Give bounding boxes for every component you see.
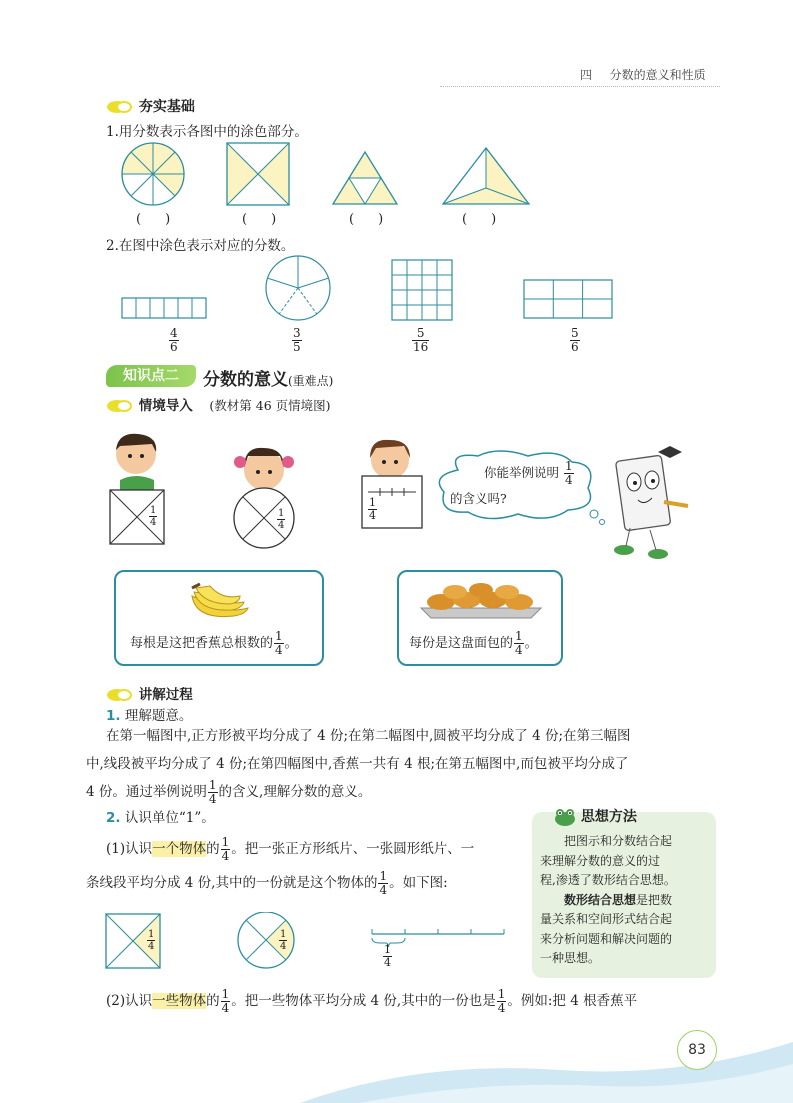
step-1-paragraph: 在第一幅图中,正方形被平均分成了 4 份;在第二幅图中,圆被平均分成了 4 份;在第三幅图 中,线段被平均分成了 4 份;在第四幅图中,香蕉一共有 4 根;在第五幅图中,而包被平均分成了 4 份。通过举例说明 $\frac{1}{4}$ 的含义,理解分数的意义。 [86, 728, 631, 806]
circle-fraction-label: $\frac{1}{4}$ [280, 929, 287, 952]
scene-segment-fraction: $\frac{1}{4}$ [369, 496, 376, 522]
bread-card [397, 570, 563, 666]
question-1: 1.用分数表示各图中的涂色部分。 [106, 124, 308, 140]
square-quarters [227, 143, 289, 205]
q1-figures [115, 140, 535, 212]
intro-heading-text: 情境导入 [138, 398, 193, 414]
answer-blank-1[interactable]: ( ) [136, 212, 171, 227]
bread-tray-image [419, 578, 543, 622]
answer-blank-3[interactable]: ( ) [349, 212, 384, 227]
banana-card-text: 每根是这把香蕉总根数的 $\frac{1}{4}$ 。 [130, 629, 298, 657]
bar-sixths [122, 298, 206, 318]
unit-one-figures [104, 912, 524, 982]
frog-icon [554, 808, 576, 826]
bottom-wave-decoration [0, 1020, 793, 1103]
textbook-reference: (教材第 46 页情境图) [209, 398, 331, 413]
bubble-text: 你能举例说明 $\frac{1}{4}$ [484, 459, 573, 487]
basics-heading-text: 夯实基础 [138, 99, 195, 115]
circle-fifths [266, 256, 330, 320]
speech-bubble-icon [106, 688, 134, 702]
circle-eighths [122, 143, 184, 205]
section-heading-intro [106, 394, 331, 414]
header-rule [440, 86, 720, 87]
scene-illustration [108, 432, 708, 562]
section-heading-explain [106, 683, 193, 703]
banana-card [114, 570, 324, 666]
bubble-text-line2: 的含义吗? [450, 491, 507, 506]
book-character [614, 446, 688, 559]
fraction-4-6: $\frac{4}{6}$ [170, 326, 178, 354]
answer-blank-2[interactable]: ( ) [242, 212, 277, 227]
bread-card-text: 每份是这盘面包的 $\frac{1}{4}$ 。 [409, 629, 538, 657]
method-box [532, 809, 716, 978]
running-header [580, 66, 706, 83]
knowledge-point-title: 分数的意义(重难点) [203, 370, 334, 390]
step-2-paragraph-1: (1)认识一个物体的 $\frac{1}{4}$ 。把一张正方形纸片、一张圆形纸片、一 条线段平均分成 4 份,其中的一份就是这个物体的 $\frac{1}{4}$ 。如下图: [86, 835, 475, 897]
speech-bubble-icon [106, 100, 134, 114]
question-2: 2.在图中涂色表示对应的分数。 [106, 238, 295, 254]
explain-heading-text: 讲解过程 [138, 687, 193, 703]
banana-bunch-image [186, 578, 250, 622]
triangle-quarters [333, 152, 397, 204]
chapter-title: 分数的意义和性质 [609, 68, 706, 82]
difficulty-note: (重难点) [288, 374, 334, 388]
method-body: 把图示和分数结合起 来理解分数的意义的过 程,渗透了数形结合思想。 数形结合思想是把数 量关系和空间形式结合起 来分析问题和解决问题的 一种思想。 [540, 834, 676, 965]
triangle-thirds [443, 148, 529, 204]
chapter-number: 四 [580, 68, 593, 82]
fraction-5-16: $\frac{5}{16}$ [413, 326, 429, 354]
speech-bubble-icon [106, 399, 134, 413]
page-number: 83 [677, 1030, 717, 1070]
girl-with-circle [234, 448, 294, 548]
scene-square-fraction: $\frac{1}{4}$ [150, 505, 157, 528]
q2-figures [118, 254, 618, 326]
grid-sixteenths [392, 260, 452, 320]
knowledge-point-tag: 知识点二 [106, 365, 196, 387]
step-2-paragraph-2: (2)认识一些物体的 $\frac{1}{4}$ 。把一些物体平均分成 4 份,其中的一份也是 $\frac{1}{4}$ 。例如:把 4 根香蕉平 [106, 987, 638, 1015]
segment-fraction-label: $\frac{1}{4}$ [384, 943, 391, 969]
scene-circle-fraction: $\frac{1}{4}$ [278, 508, 285, 531]
answer-blank-4[interactable]: ( ) [462, 212, 497, 227]
section-heading-basics [106, 96, 195, 116]
rect-sixths [524, 280, 612, 318]
step-1-title: 1. 理解题意。 [106, 708, 193, 724]
square-fraction-label: $\frac{1}{4}$ [148, 929, 155, 952]
method-title: 思想方法 [554, 806, 637, 826]
fraction-5-6: $\frac{5}{6}$ [571, 326, 579, 354]
fraction-3-5: $\frac{3}{5}$ [293, 326, 301, 354]
step-2-title: 2. 认识单位“1”。 [106, 810, 215, 826]
